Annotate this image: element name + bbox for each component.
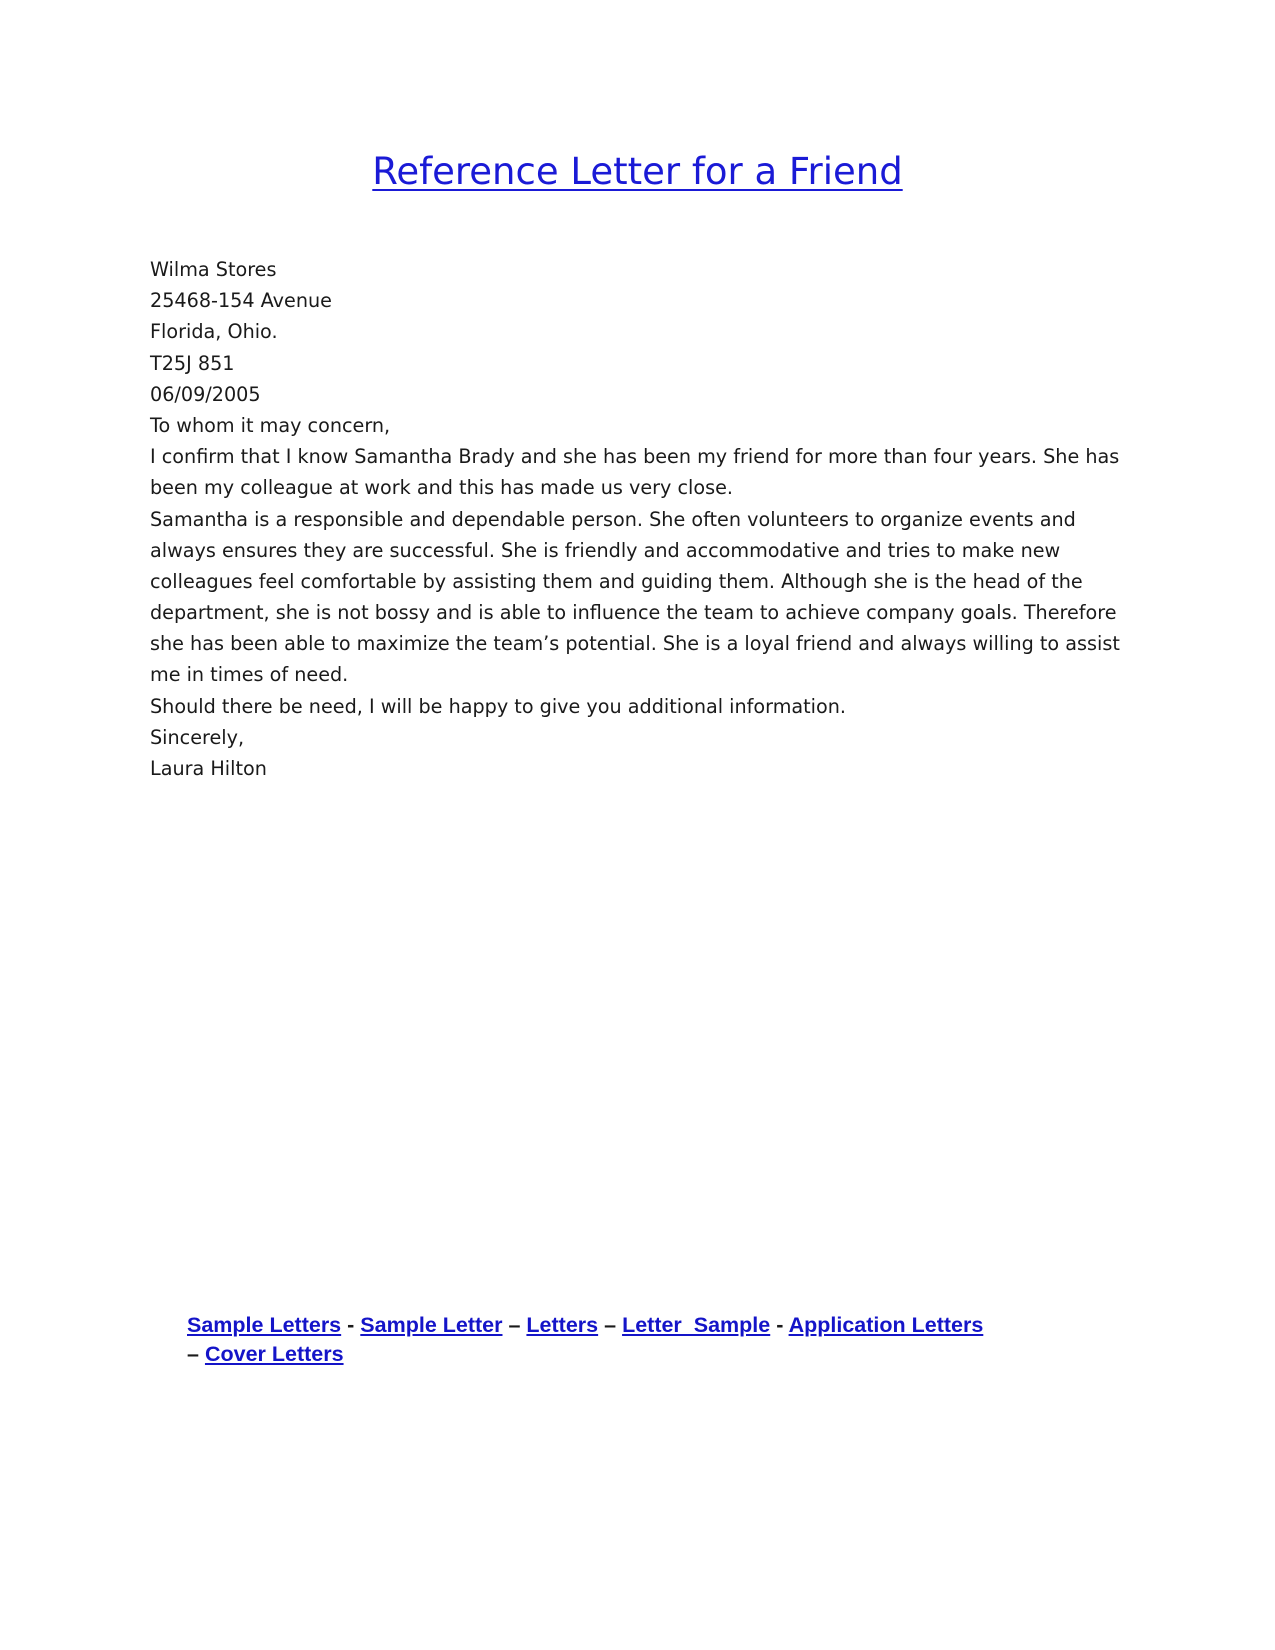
sender-city: Florida, Ohio. — [150, 320, 278, 344]
paragraph-1-line-1: I confirm that I know Samantha Brady and she has been my friend for more than four years. She has — [150, 445, 1120, 469]
letter-title-link[interactable]: Reference Letter for a Friend — [372, 150, 903, 193]
footer-link-letters[interactable]: Letters — [526, 1313, 599, 1337]
paragraph-2-line-3: colleagues feel comfortable by assisting them and guiding them. Although she is the head of the — [150, 569, 1083, 593]
paragraph-2-line-5: she has been able to maximize the team’s potential. She is a loyal friend and always willing to assist — [150, 632, 1120, 656]
signature-name: Laura Hilton — [150, 757, 267, 780]
footer-separator: – — [187, 1342, 199, 1366]
letter-title-container — [0, 148, 1275, 196]
sender-name: Wilma Stores — [150, 258, 277, 281]
footer-separator: - — [347, 1313, 355, 1337]
closing: Sincerely, — [150, 725, 245, 749]
paragraph-2-line-2: always ensures they are successful. She is friendly and accommodative and tries to make new — [150, 538, 1061, 562]
footer-links — [187, 1311, 1117, 1369]
footer-link-sample-letters[interactable]: Sample Letters — [187, 1313, 342, 1337]
salutation: To whom it may concern, — [150, 413, 391, 437]
paragraph-3: Should there be need, I will be happy to give you additional information. — [150, 694, 847, 718]
paragraph-2-line-6: me in times of need. — [150, 663, 349, 687]
letter-body — [150, 254, 1125, 784]
footer-separator: – — [604, 1313, 617, 1337]
footer-separator: – — [508, 1313, 521, 1337]
footer-link-cover-letters[interactable]: Cover Letters — [204, 1342, 344, 1366]
footer-link-application-letters[interactable]: Application Letters — [788, 1313, 984, 1337]
paragraph-2-line-4: department, she is not bossy and is able to influence the team to achieve company goals. Therefore — [150, 601, 1117, 625]
footer-link-sample-letter[interactable]: Sample Letter — [360, 1313, 503, 1337]
footer-separator: - — [776, 1313, 784, 1337]
footer-link-letter-sample[interactable]: Letter Sample — [622, 1313, 771, 1337]
letter-date: 06/09/2005 — [150, 382, 261, 406]
sender-street: 25468-154 Avenue — [150, 289, 332, 313]
paragraph-1-line-2: been my colleague at work and this has made us very close. — [150, 476, 733, 500]
sender-postal-code: T25J 851 — [150, 351, 235, 375]
paragraph-2-line-1: Samantha is a responsible and dependable person. She often volunteers to organize events and — [150, 507, 1076, 531]
